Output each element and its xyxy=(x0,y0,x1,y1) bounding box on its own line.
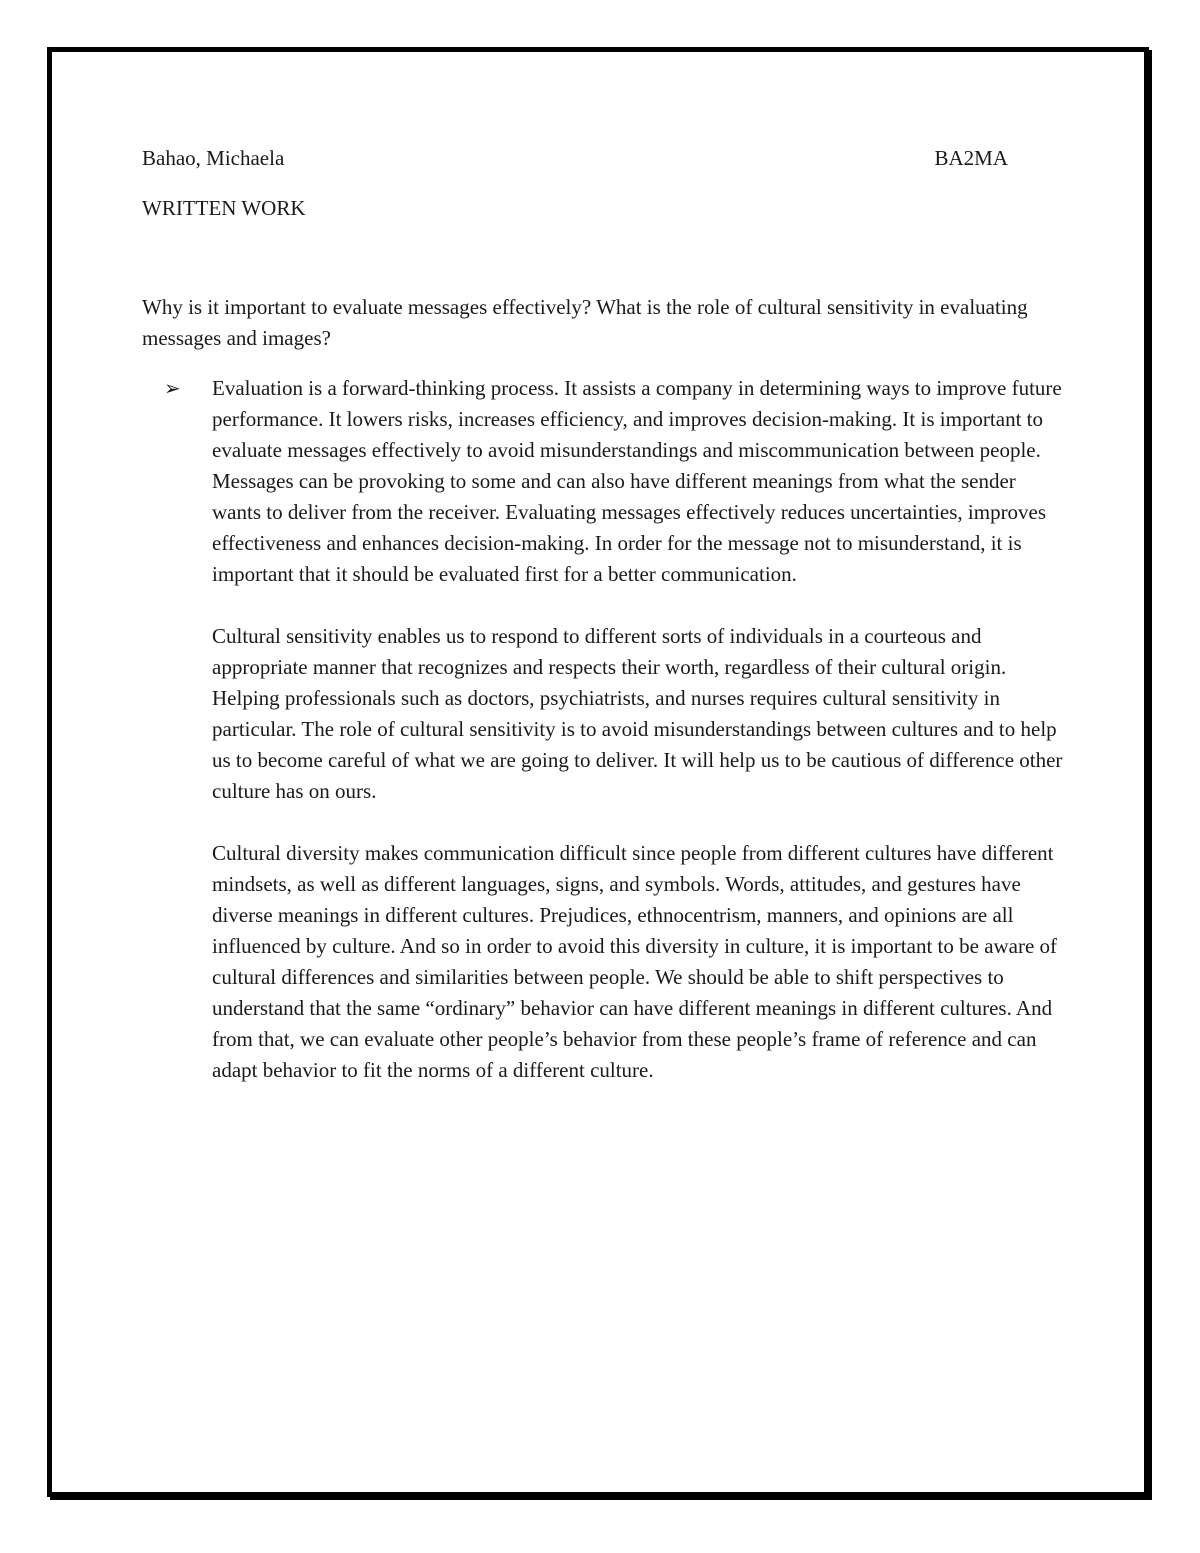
question-text: Why is it important to evaluate messages effectively? What is the role of cultural sensitivity in evaluating messages and images? xyxy=(142,295,1028,350)
answer-paragraph-cultural-diversity: Cultural diversity makes communication difficult since people from different cultures have different mindsets, as well as different languages, signs, and symbols. Words, attitudes, and gestures have diverse meanings in different cultures. Prejudices, ethnocentrism, manners, and opinions are all influenced by culture. And so in order to avoid this diversity in culture, it is important to be aware of cultural differences and similarities between people. We should be able to shift perspectives to understand that the same “ordinary” behavior can have different meanings in different cultures. And from that, we can evaluate other people’s behavior from these people’s frame of reference and can adapt behavior to fit the norms of a different culture. xyxy=(212,841,1058,1082)
header-row xyxy=(142,143,1008,173)
answer-body xyxy=(212,373,1067,1117)
arrowhead-bullet-icon: ➢ xyxy=(164,376,181,400)
author-name: Bahao, Michaela xyxy=(142,146,285,170)
document-type-heading: WRITTEN WORK xyxy=(142,196,306,220)
answer-paragraph-evaluation: Evaluation is a forward-thinking process. It assists a company in determining ways to improve future performance. It lowers risks, increases efficiency, and improves decision-making. It is important to evaluate messages effectively to avoid misunderstandings and miscommunication between people. Messages can be provoking to some and can also have different meanings from what the sender wants to deliver from the receiver. Evaluating messages effectively reduces uncertainties, improves effectiveness and enhances decision-making. In order for the message not to misunderstand, it is important that it should be evaluated first for a better communication. xyxy=(212,376,1062,586)
answer-paragraph-cultural-sensitivity: Cultural sensitivity enables us to respond to different sorts of individuals in a courteous and appropriate manner that recognizes and respects their worth, regardless of their cultural origin. Helping professionals such as doctors, psychiatrists, and nurses requires cultural sensitivity in particular. The role of cultural sensitivity is to avoid misunderstandings between cultures and to help us to become careful of what we are going to deliver. It will help us to be cautious of difference other culture has on ours. xyxy=(212,624,1063,803)
section-code: BA2MA xyxy=(934,146,1008,170)
